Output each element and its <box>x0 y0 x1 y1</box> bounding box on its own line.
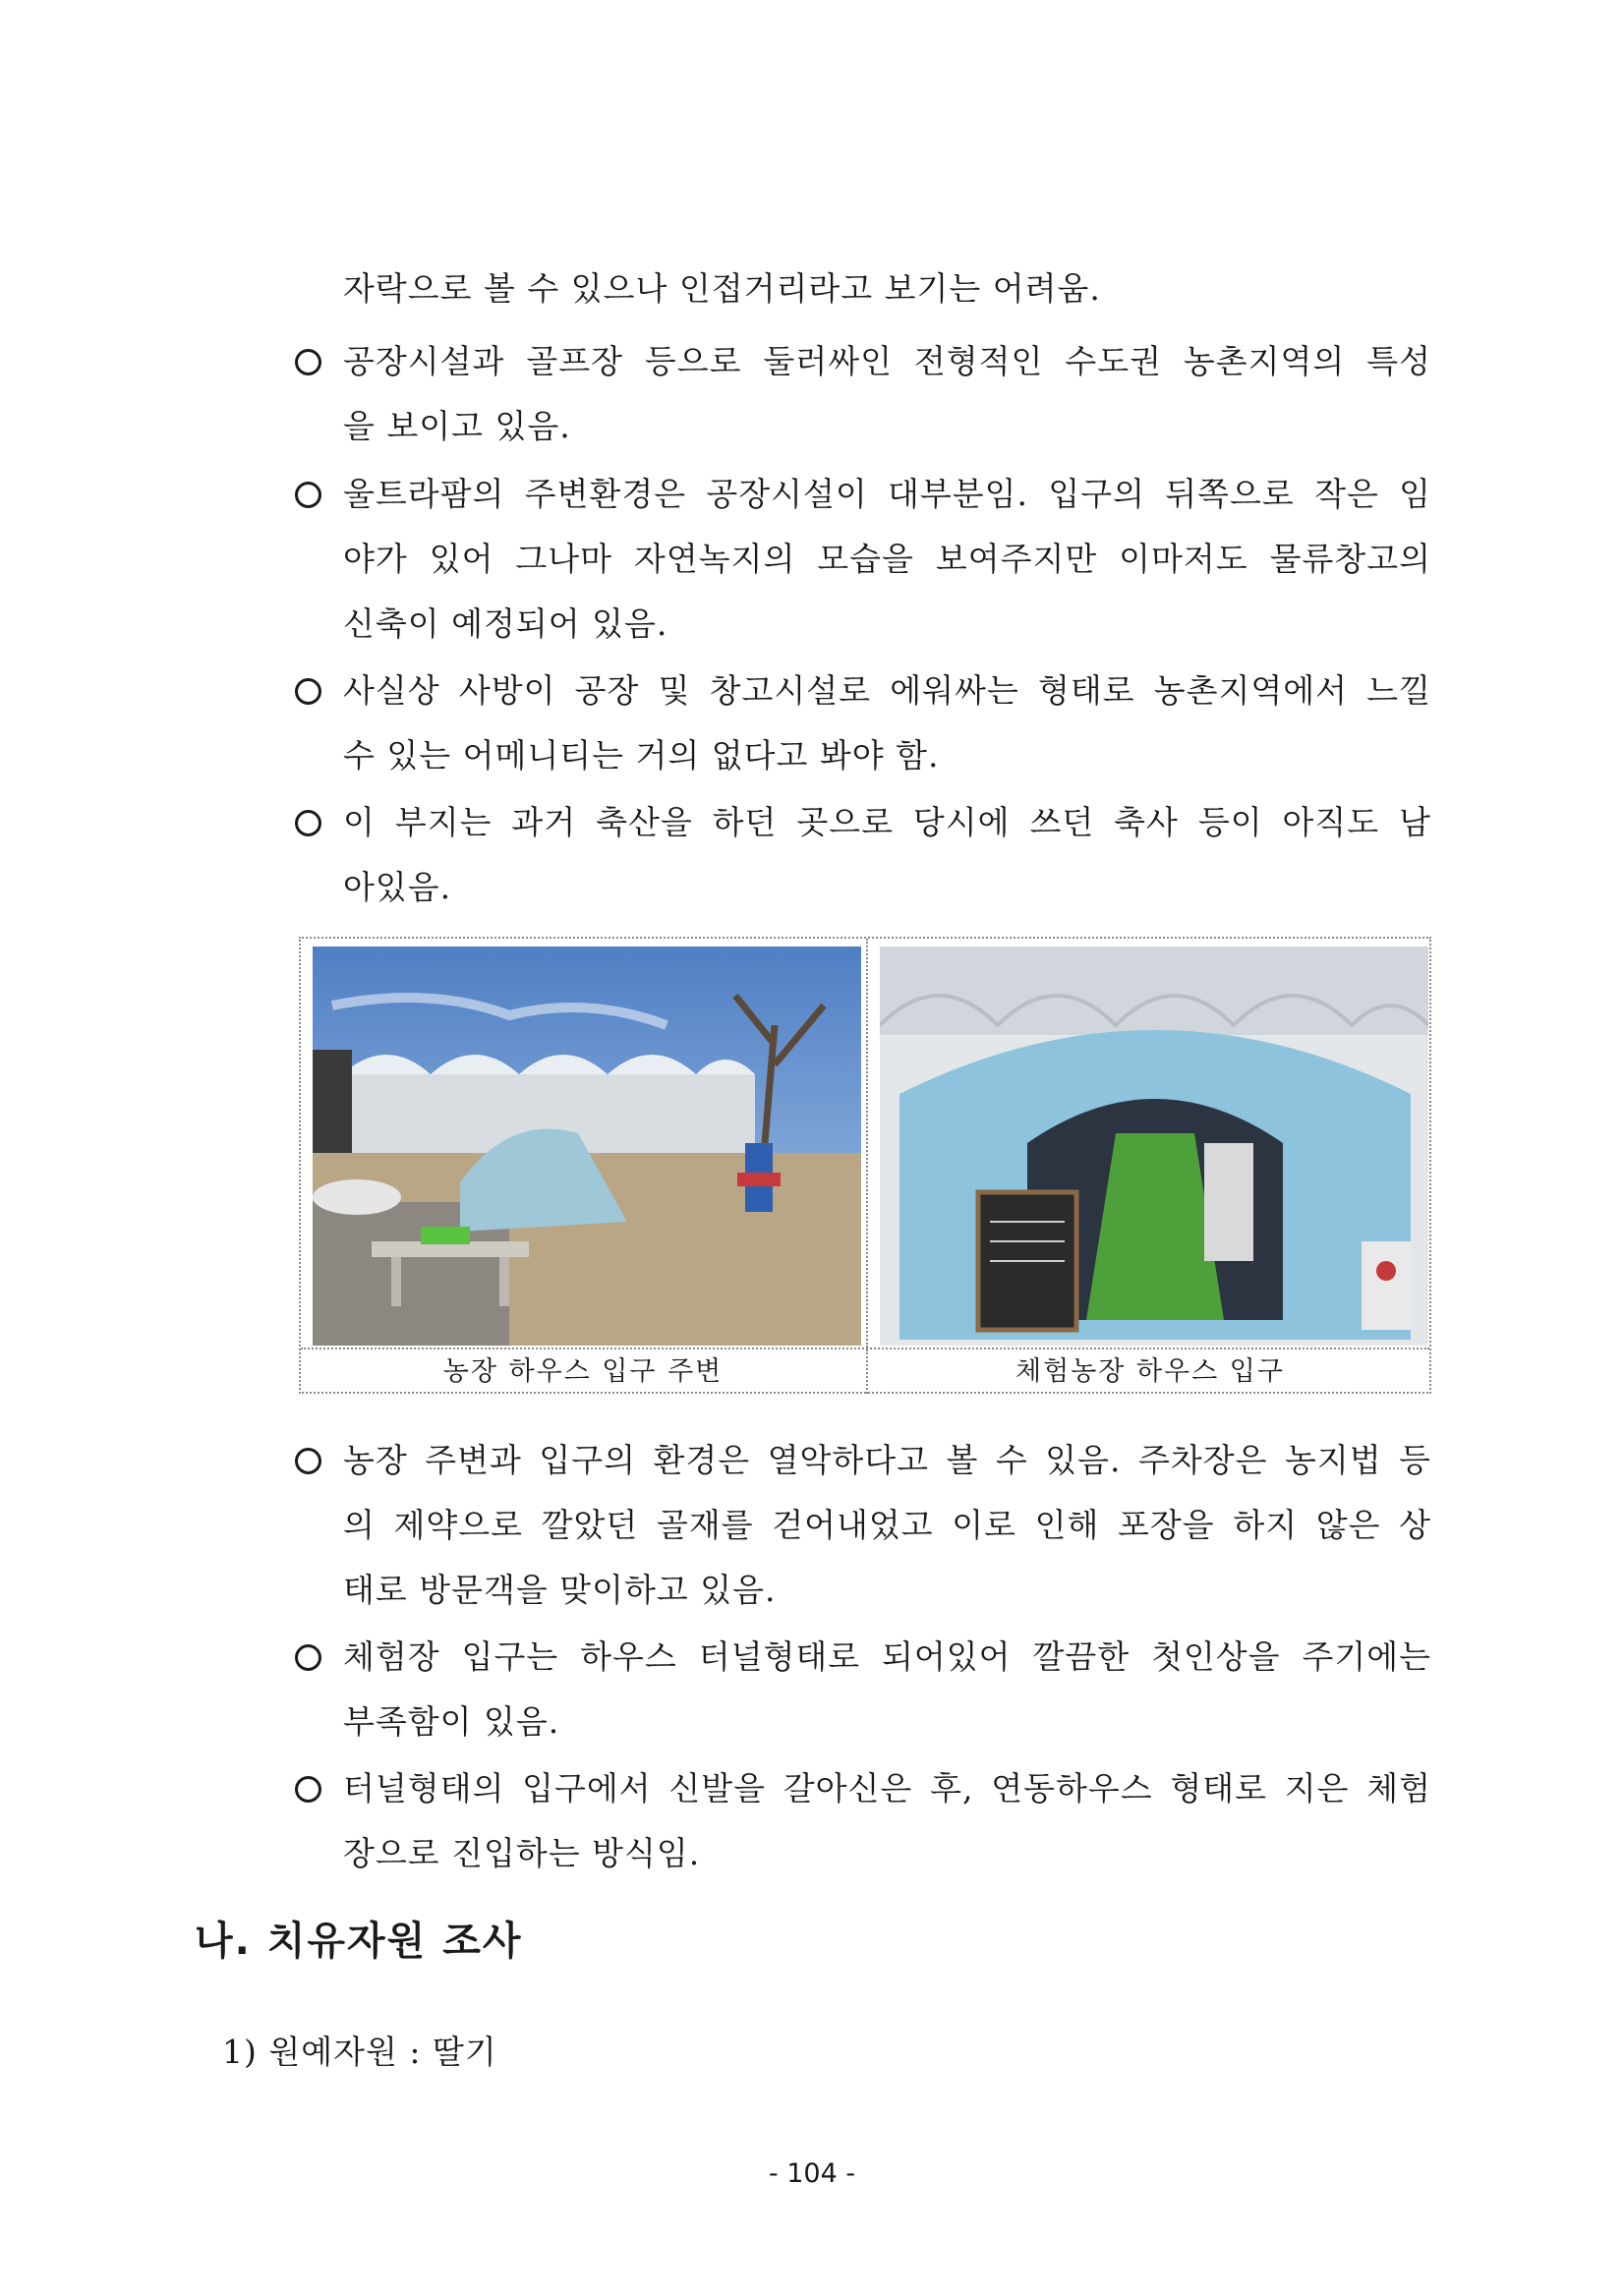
circle-bullet-icon <box>295 1644 322 1672</box>
page-number: - 104 - <box>768 2158 856 2189</box>
paragraph-line: 아있음. <box>343 868 452 906</box>
paragraph-line: 자락으로 볼 수 있으나 인접거리라고 보기는 어려움. <box>343 269 1101 308</box>
photo-table <box>299 937 1431 1394</box>
circle-bullet-icon <box>295 482 322 509</box>
subsection-heading: 1) 원예자원 : 딸기 <box>222 2033 497 2071</box>
photo-caption-right: 체험농장 하우스 입구 <box>866 1349 1432 1394</box>
paragraph-line: 울트라팜의 주변환경은 공장시설이 대부분임. 입구의 뒤쪽으로 작은 임 <box>343 475 1431 513</box>
paragraph-line: 수 있는 어메니티는 거의 없다고 봐야 함. <box>343 736 940 775</box>
photo-cell-right <box>866 939 1432 1348</box>
experience-farm-house-entrance-photo <box>880 947 1428 1346</box>
photo-caption-left: 농장 하우스 입구 주변 <box>442 1356 724 1387</box>
paragraph-line: 농장 주변과 입구의 환경은 열악하다고 볼 수 있음. 주차장은 농지법 등 <box>343 1441 1431 1479</box>
paragraph-line: 공장시설과 골프장 등으로 둘러싸인 전형적인 수도권 농촌지역의 특성 <box>343 342 1431 380</box>
paragraph-line: 체험장 입구는 하우스 터널형태로 되어있어 깔끔한 첫인상을 주기에는 <box>343 1637 1431 1676</box>
paragraph-line: 태로 방문객을 맞이하고 있음. <box>343 1571 777 1609</box>
photo-cell-left <box>301 939 865 1348</box>
paragraph-line: 야가 있어 그나마 자연녹지의 모습을 보여주지만 이마저도 물류창고의 <box>343 540 1431 578</box>
caption-row <box>301 1348 1429 1394</box>
circle-bullet-icon <box>295 349 322 376</box>
paragraph-line: 이 부지는 과거 축산을 하던 곳으로 당시에 쓰던 축사 등이 아직도 남 <box>343 803 1431 841</box>
paragraph-line: 부족함이 있음. <box>343 1702 560 1741</box>
circle-bullet-icon <box>295 810 322 837</box>
paragraph-line: 신축이 예정되어 있음. <box>343 604 668 643</box>
circle-bullet-icon <box>295 1448 322 1475</box>
circle-bullet-icon <box>295 678 322 706</box>
paragraph-line: 을 보이고 있음. <box>343 407 571 445</box>
paragraph-line: 장으로 진입하는 방식임. <box>343 1834 701 1872</box>
farm-house-entrance-surroundings-photo <box>313 947 861 1346</box>
paragraph-line: 터널형태의 입구에서 신발을 갈아신은 후, 연동하우스 형태로 지은 체험 <box>343 1769 1431 1808</box>
paragraph-line: 의 제약으로 깔았던 골재를 걷어내었고 이로 인해 포장을 하지 않은 상 <box>343 1506 1431 1544</box>
circle-bullet-icon <box>295 1776 322 1804</box>
section-heading: 나. 치유자원 조사 <box>195 1919 523 1964</box>
paragraph-line: 사실상 사방이 공장 및 창고시설로 에워싸는 형태로 농촌지역에서 느낄 <box>343 671 1431 710</box>
